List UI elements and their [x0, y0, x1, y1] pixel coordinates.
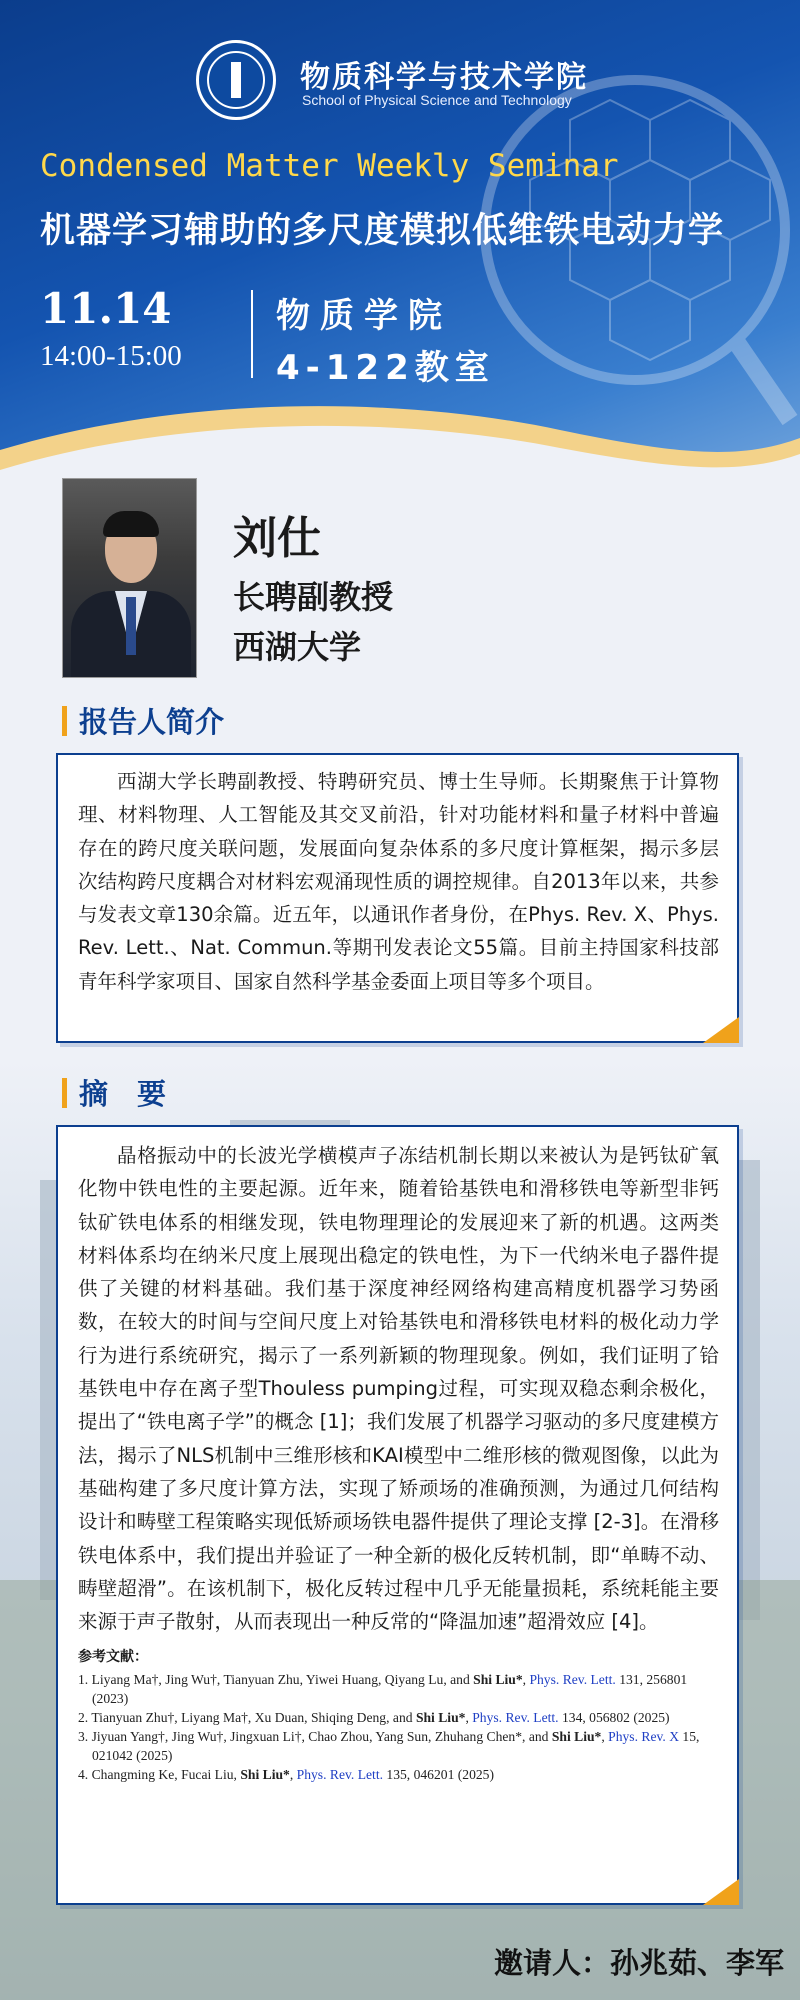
reference-item: 4. Changming Ke, Fucai Liu, Shi Liu*, Phys. Rev. Lett. 135, 046201 (2025) — [78, 1767, 495, 1783]
corner-decoration — [703, 1879, 739, 1905]
references-list — [78, 1670, 719, 1784]
corner-decoration — [703, 1017, 739, 1043]
bio-box — [56, 753, 739, 1043]
bio-heading — [62, 700, 224, 741]
references-title: 参考文献： — [78, 1649, 148, 1666]
speaker-photo — [62, 478, 197, 678]
wave-decoration — [0, 390, 800, 470]
bio-heading-text: 报告人简介 — [79, 705, 225, 739]
inviter: 邀请人：孙兆茹、李军 — [493, 1946, 784, 1980]
talk-time: 14:00-15:00 — [40, 340, 182, 372]
divider — [251, 290, 253, 378]
school-name-en: School of Physical Science and Technology — [302, 92, 572, 108]
talk-title: 机器学习辅助的多尺度模拟低维铁电动力学 — [40, 211, 725, 251]
speaker-position: 长聘副教授 — [233, 578, 394, 616]
bio-text: 西湖大学长聘副教授、特聘研究员、博士生导师。长期聚焦于计算物理、材料物理、人工智能及其交叉前沿，针对功能材料和量子材料中普遍存在的跨尺度关联问题，发展面向复杂体系的多尺度计算框架，揭示多层次结构跨尺度耦合对材料宏观涌现性质的调控规律。自2013年以来，共参与发表文章130余篇。近五年，以通讯作者身份，在Phys. Rev. X、Phys. Rev. Lett.、Nat. Commun.等期刊发表论文55篇。目前主持国家科技部青年科学家项目、国家自然科学基金委面上项目等多个项目。 — [78, 770, 719, 993]
reference-item: 3. Jiyuan Yang†, Jing Wu†, Jingxuan Li†, Chao Zhou, Yang Sun, Zhuhang Chen*, and Shi Liu*, Phys. Rev. X 15, 021042 (2025) — [78, 1729, 700, 1764]
talk-date: 11.14 — [40, 284, 172, 333]
reference-link[interactable]: Phys. Rev. Lett. — [296, 1767, 383, 1783]
abstract-heading-text: 摘 要 — [79, 1077, 167, 1111]
university-seal-icon — [196, 40, 276, 120]
reference-item: 2. Tianyuan Zhu†, Liyang Ma†, Xu Duan, Shiqing Deng, and Shi Liu*, Phys. Rev. Lett. 134, 056802 (2025) — [78, 1710, 670, 1726]
abstract-text: 晶格振动中的长波光学横模声子冻结机制长期以来被认为是钙钛矿氧化物中铁电性的主要起源。近年来，随着铪基铁电和滑移铁电等新型非钙钛矿铁电体系的相继发现，铁电物理理论的发展迎来了新的机遇。这两类材料体系均在纳米尺度上展现出稳定的铁电性，为下一代纳米电子器件提供了关键的材料基础。我们基于深度神经网络构建高精度机器学习势函数，在较大的时间与空间尺度上对铪基铁电和滑移铁电材料的极化动力学行为进行系统研究，揭示了一系列新颖的物理现象。例如，我们证明了铪基铁电中存在离子型Thouless pumping过程，可实现双稳态剩余极化，提出了“铁电离子学”的概念 [1]；我们发展了机器学习驱动的多尺度建模方法，揭示了NLS机制中三维形核和KAI模型中二维形核的微观图像，以此为基础构建了多尺度计算方法，实现了矫顽场的准确预测，为通过几何结构设计和畴壁工程策略实现低矫顽场铁电器件提供了理论支撑 [2-3]。在滑移铁电体系中，我们提出并验证了一种全新的极化反转机制，即“单畴不动、畴壁超滑”。在该机制下，极化反转过程中几乎无能量损耗，系统耗能主要来源于声子散射，从而表现出一种反常的“降温加速”超滑效应 [4]。 — [78, 1144, 719, 1634]
speaker-name: 刘仕 — [233, 513, 321, 564]
venue-room: 4-122教室 — [276, 348, 495, 388]
reference-item: 1. Liyang Ma†, Jing Wu†, Tianyuan Zhu, Yiwei Huang, Qiyang Lu, and Shi Liu*, Phys. Rev. Lett. 131, 256801 (2023) — [78, 1672, 688, 1707]
reference-link[interactable]: Phys. Rev. Lett. — [472, 1710, 559, 1726]
venue-building: 物质学院 — [276, 296, 452, 336]
abstract-box — [56, 1125, 739, 1905]
header-banner — [0, 0, 800, 470]
speaker-affiliation: 西湖大学 — [233, 628, 362, 666]
abstract-heading — [62, 1072, 166, 1113]
reference-link[interactable]: Phys. Rev. Lett. — [529, 1672, 616, 1688]
reference-link[interactable]: Phys. Rev. X — [608, 1729, 680, 1745]
seminar-series-title: Condensed Matter Weekly Seminar — [40, 148, 619, 184]
school-name-cn: 物质科学与技术学院 — [300, 60, 588, 95]
